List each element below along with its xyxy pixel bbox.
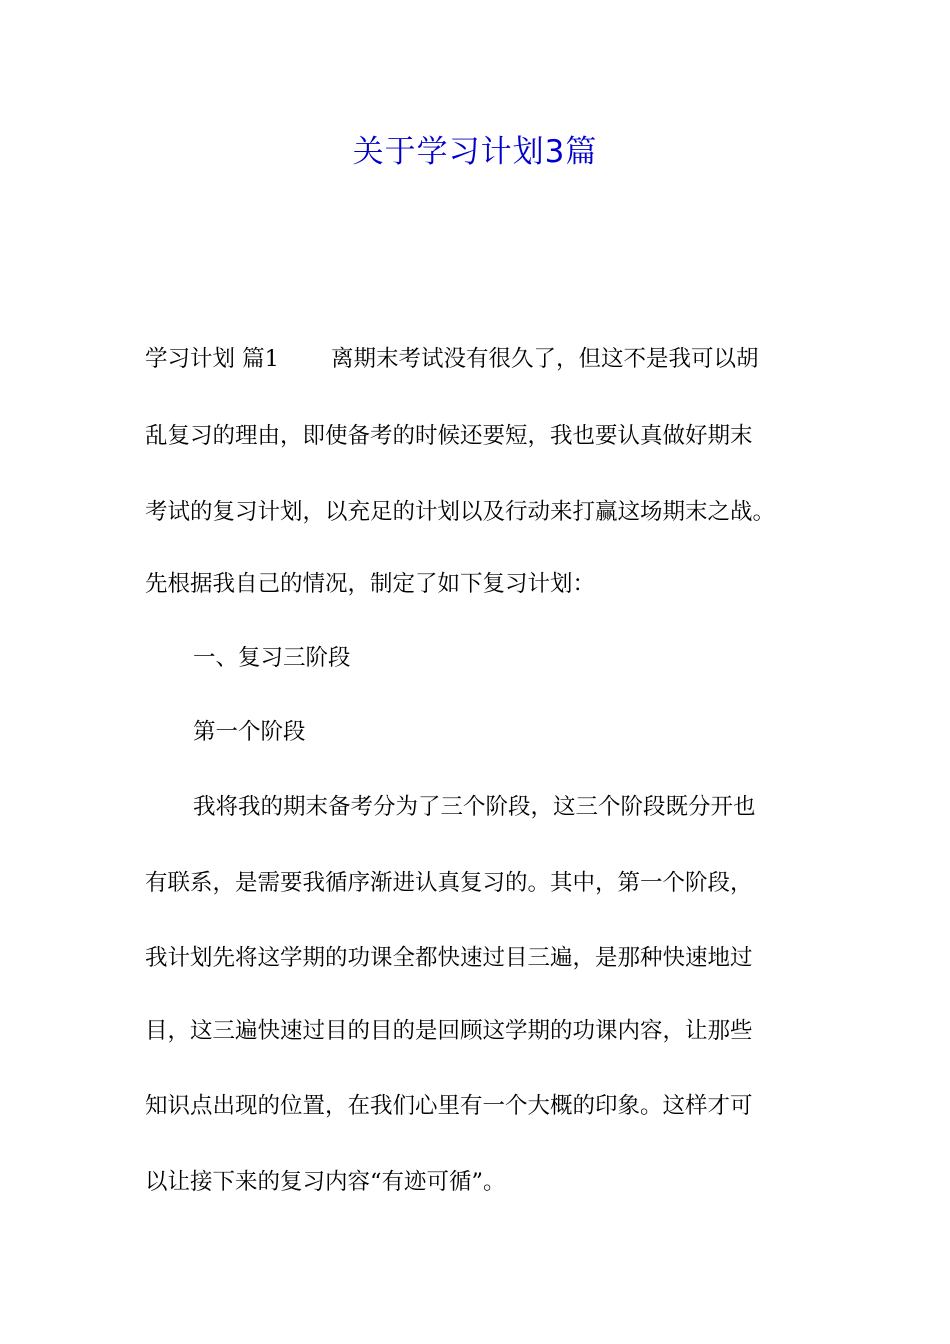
paragraph-line-6: 有联系，是需要我循序渐进认真复习的。其中，第一个阶段， [145,870,753,896]
paragraph-line-8: 目，这三遍快速过目的目的是回顾这学期的功课内容，让那些 [145,1018,753,1044]
paragraph-line-3: 考试的复习计划，以充足的计划以及行动来打赢这场期末之战。 [145,499,776,525]
document-title: 关于学习计划3篇 [352,134,598,170]
paragraph-line-5: 我将我的期末备考分为了三个阶段，这三个阶段既分开也 [193,794,756,820]
paragraph-line-10: 以让接下来的复习内容“有迹可循”。 [145,1169,506,1195]
section-heading: 一、复习三阶段 [193,645,351,671]
paragraph-line-2: 乱复习的理由，即使备考的时候还要短，我也要认真做好期末 [145,423,753,449]
paragraph-text: 离期末考试没有很久了，但这不是我可以胡 [330,346,759,372]
section-heading-label: 学习计划 篇1 [145,346,279,372]
paragraph-line-1 [145,341,825,377]
subsection-heading: 第一个阶段 [193,719,306,745]
paragraph-line-9: 知识点出现的位置，在我们心里有一个大概的印象。这样才可 [145,1093,753,1119]
paragraph-line-4: 先根据我自己的情况，制定了如下复习计划： [145,571,596,597]
paragraph-line-7: 我计划先将这学期的功课全都快速过目三遍，是那种快速地过 [145,945,753,971]
